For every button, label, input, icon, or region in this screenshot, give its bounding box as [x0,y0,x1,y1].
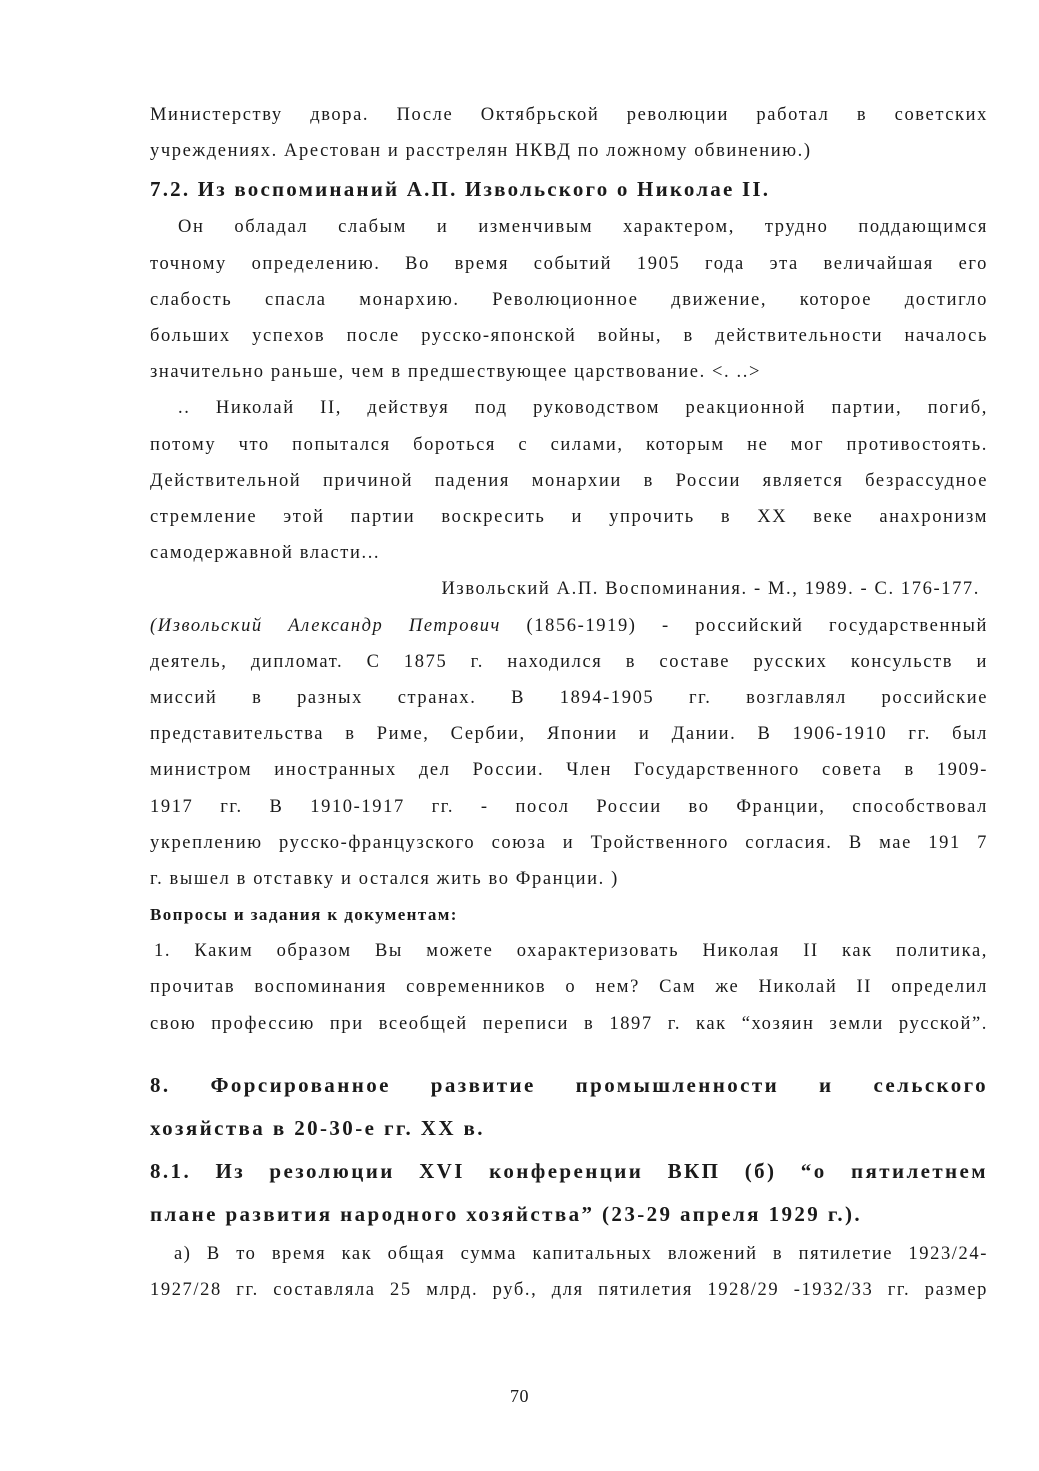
text-line: свою профессию при всеобщей переписи в 1897 г. как “хозяин земли русской”. [150,1013,988,1034]
page-number: 70 [510,1386,529,1406]
text-line: стремление этой партии воскресить и упрочить в XX веке анахронизм [150,507,988,528]
text-line: а) В то время как общая сумма капитальных вложений в пятилетие 1923/24- [174,1243,988,1264]
text-line [150,608,988,644]
bio-dates: (1856-1919) - российский государственный [501,615,988,636]
text-line: прочитав воспоминания современников о нем? Сам же Николай II определил [150,977,988,998]
text-line: Министерству двора. После Октябрьской революции работал в советских [150,105,988,125]
section-8-heading [150,1064,988,1150]
text-line: представительства в Риме, Сербии, Японии и Дании. В 1906-1910 гг. был [150,724,988,745]
questions-heading: Вопросы и задания к документам: [150,905,458,925]
text-line: Действительной причиной падения монархии в России является безрассудное [150,470,988,491]
text-line: Он обладал слабым и изменчивым характером, трудно поддающимся [178,217,988,238]
text-line: 1927/28 гг. составляла 25 млрд. руб., для пятилетия 1928/29 -1932/33 гг. размер [150,1280,988,1301]
section-spacer [150,1042,988,1064]
text-line: значительно раньше, чем в предшествующее царствование. <. ..> [150,362,761,383]
heading-line: хозяйства в 20-30-е гг. XX в. [150,1115,485,1140]
text-line: потому что попытался бороться с силами, которым не мог противостоять. [150,434,988,455]
section-8-1-heading [150,1150,988,1236]
text-line: точному определению. Во время событий 1905 года эта величайшая его [150,253,988,274]
intro-paragraph [150,97,988,169]
document-page [150,97,988,1308]
question-item: 1. Каким образом Вы можете охарактеризовать Николая II как политика, [154,941,988,962]
text-line: укреплению русско-французского союза и Тройственного согласия. В мае 191 7 [150,832,988,853]
heading-line: 8.1. Из резолюции XVI конференции ВКП (б) “о пятилетнем [150,1158,988,1183]
text-line: .. Николай II, действуя под руководством реакционной партии, погиб, [178,398,988,419]
text-line: учреждениях. Арестован и расстрелян НКВД по ложному обвинению.) [150,141,812,162]
text-line: министром иностранных дел России. Член Государственного совета в 1909- [150,760,988,781]
text-line: больших успехов после русско-японской войны, в действительности началось [150,326,988,347]
source-citation: Извольский А.П. Воспоминания. - М., 1989. - С. 176-177. [441,579,980,600]
text-line: 1917 гг. В 1910-1917 гг. - посол России во Франции, способствовал [150,796,988,817]
questions-list [150,933,988,1042]
text-line: самодержавной власти... [150,543,381,564]
text-line: деятель, дипломат. С 1875 г. находился в составе русских консульств и [150,651,988,672]
section-7-2-heading: 7.2. Из воспоминаний А.П. Извольского о Николае II. [150,177,771,202]
text-line: г. вышел в отставку и остался жить во Франции. ) [150,869,619,890]
text-line: слабость спасла монархию. Революционное движение, которое достигло [150,289,988,310]
memoir-paragraph-2 [150,390,988,571]
resolution-paragraph [150,1236,988,1308]
memoir-paragraph-1 [150,209,988,390]
heading-line: 8. Форсированное развитие промышленности и сельского [150,1072,988,1097]
heading-line: плане развития народного хозяйства” (23-29 апреля 1929 г.). [150,1201,863,1226]
bio-name: (Извольский Александр Петрович [150,615,501,636]
text-line: миссий в разных странах. В 1894-1905 гг. возглавлял российские [150,688,988,709]
biography-note [150,608,988,898]
